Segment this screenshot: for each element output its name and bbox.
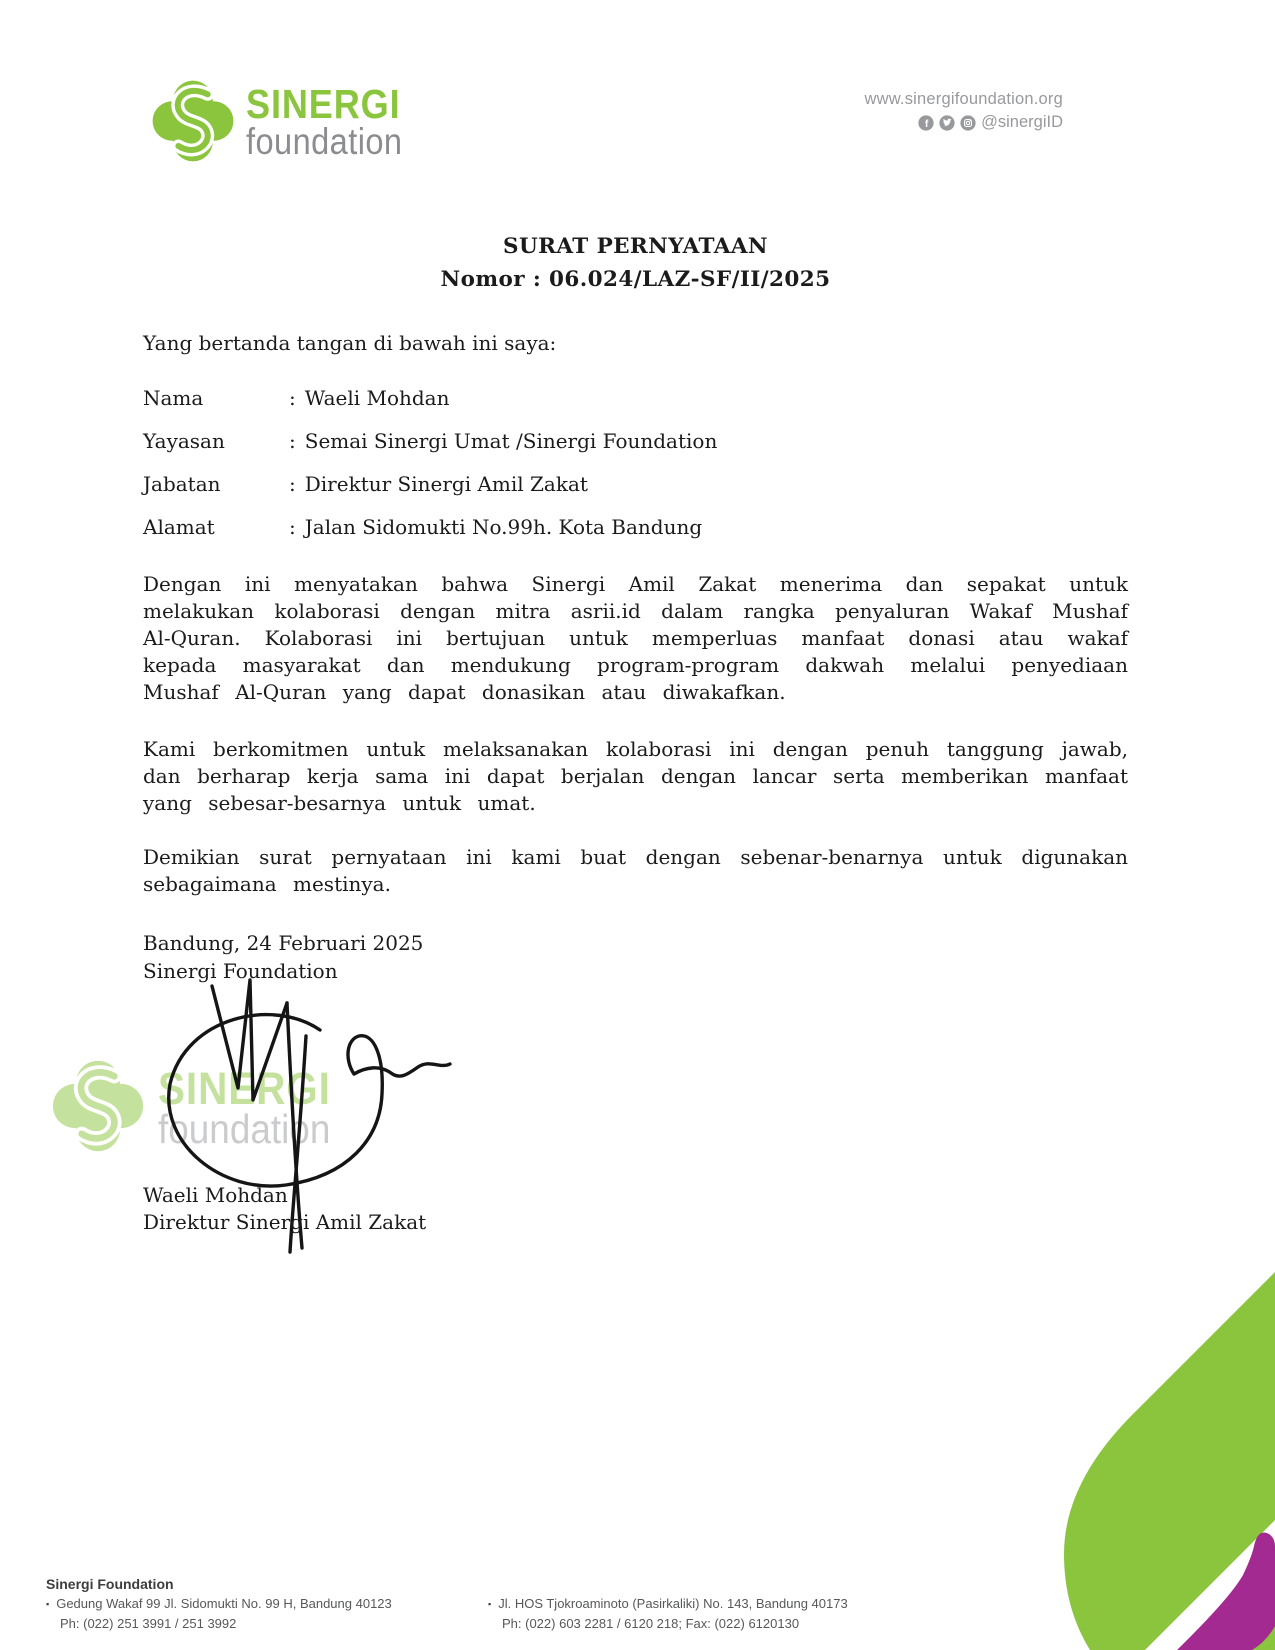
footer-left-address: Gedung Wakaf 99 Jl. Sidomukti No. 99 H, Bandung 40123 <box>56 1596 392 1611</box>
document-title: SURAT PERNYATAAN <box>503 234 768 259</box>
footer-left-phone: Ph: (022) 251 3991 / 251 3992 <box>60 1616 237 1631</box>
footer-right-phone: Ph: (022) 603 2281 / 6120 218; Fax: (022) 6120130 <box>502 1616 800 1631</box>
field-colon: : <box>289 515 296 539</box>
footer-left-column <box>46 1574 392 1634</box>
paragraph-3: Demikian surat pernyataan ini kami buat dengan sebenar-benarnya untuk digunakan sebagaimana mestinya. <box>143 845 1128 896</box>
watermark-name: SINERGI <box>158 1063 331 1114</box>
watermark-subname: foundation <box>158 1106 331 1152</box>
logo-wordmark <box>246 81 403 162</box>
header-logo <box>150 78 424 164</box>
signer-title: Direktur Sinergi Amil Zakat <box>143 1210 427 1234</box>
facebook-icon <box>918 115 934 131</box>
footer-org-name: Sinergi Foundation <box>46 1576 174 1592</box>
field-value: Semai Sinergi Umat /Sinergi Foundation <box>304 429 718 453</box>
watermark-wordmark <box>158 1063 331 1152</box>
field-row-jabatan <box>143 471 1128 498</box>
field-label: Yayasan <box>143 429 225 453</box>
field-colon: : <box>289 429 296 453</box>
social-row <box>864 113 1063 132</box>
field-row-alamat <box>143 514 1128 541</box>
field-colon: : <box>289 386 296 410</box>
field-value: Direktur Sinergi Amil Zakat <box>304 472 588 496</box>
watermark-logo <box>50 1058 350 1154</box>
sinergi-clover-icon <box>150 78 236 164</box>
closing-org-line: Sinergi Foundation <box>143 959 338 983</box>
instagram-icon <box>960 115 976 131</box>
field-colon: : <box>289 472 296 496</box>
social-handle: @sinergiID <box>981 113 1063 131</box>
bullet-icon: ▪ <box>488 1599 492 1609</box>
signer-name: Waeli Mohdan <box>143 1183 288 1207</box>
footer-right-address-row <box>488 1594 848 1614</box>
svg-text:f: f <box>924 117 929 130</box>
logo-name: SINERGI <box>246 81 401 127</box>
bullet-icon: ▪ <box>46 1599 50 1609</box>
field-row-nama <box>143 385 1128 412</box>
logo-subname: foundation <box>246 121 403 162</box>
document-number: Nomor : 06.024/LAZ-SF/II/2025 <box>440 267 831 292</box>
website-url: www.sinergifoundation.org <box>864 90 1063 108</box>
footer-left-address-row <box>46 1594 392 1614</box>
twitter-icon <box>939 115 955 131</box>
footer-right-column <box>488 1594 848 1634</box>
field-label: Nama <box>143 386 204 410</box>
field-value: Waeli Mohdan <box>304 386 450 410</box>
intro-line: Yang bertanda tangan di bawah ini saya: <box>143 331 557 355</box>
field-value: Jalan Sidomukti No.99h. Kota Bandung <box>304 515 703 539</box>
header-contacts <box>864 90 1063 132</box>
field-label: Jabatan <box>143 472 221 496</box>
paragraph-1: Dengan ini menyatakan bahwa Sinergi Amil Zakat menerima dan sepakat untuk melakukan kolaborasi dengan mitra asrii.id dalam rangka penyaluran Wakaf Mushaf Al-Quran. Kolaborasi ini bertujuan untuk memperluas manfaat donasi atau wakaf kepada masyarakat dan mendukung program-program dakwah melalui penyediaan Mushaf Al-Quran yang dapat donasikan atau diwakafkan. <box>143 572 1128 704</box>
field-label: Alamat <box>143 515 215 539</box>
city-date-line: Bandung, 24 Februari 2025 <box>143 931 424 955</box>
field-row-yayasan <box>143 428 1128 455</box>
footer-right-address: Jl. HOS Tjokroaminoto (Pasirkaliki) No. 143, Bandung 40173 <box>498 1596 848 1611</box>
watermark-clover-icon <box>50 1058 146 1154</box>
paragraph-2: Kami berkomitmen untuk melaksanakan kolaborasi ini dengan penuh tanggung jawab, dan berharap kerja sama ini dapat berjalan dengan lancar serta memberikan manfaat yang sebesar-besarnya untuk umat. <box>143 737 1128 815</box>
